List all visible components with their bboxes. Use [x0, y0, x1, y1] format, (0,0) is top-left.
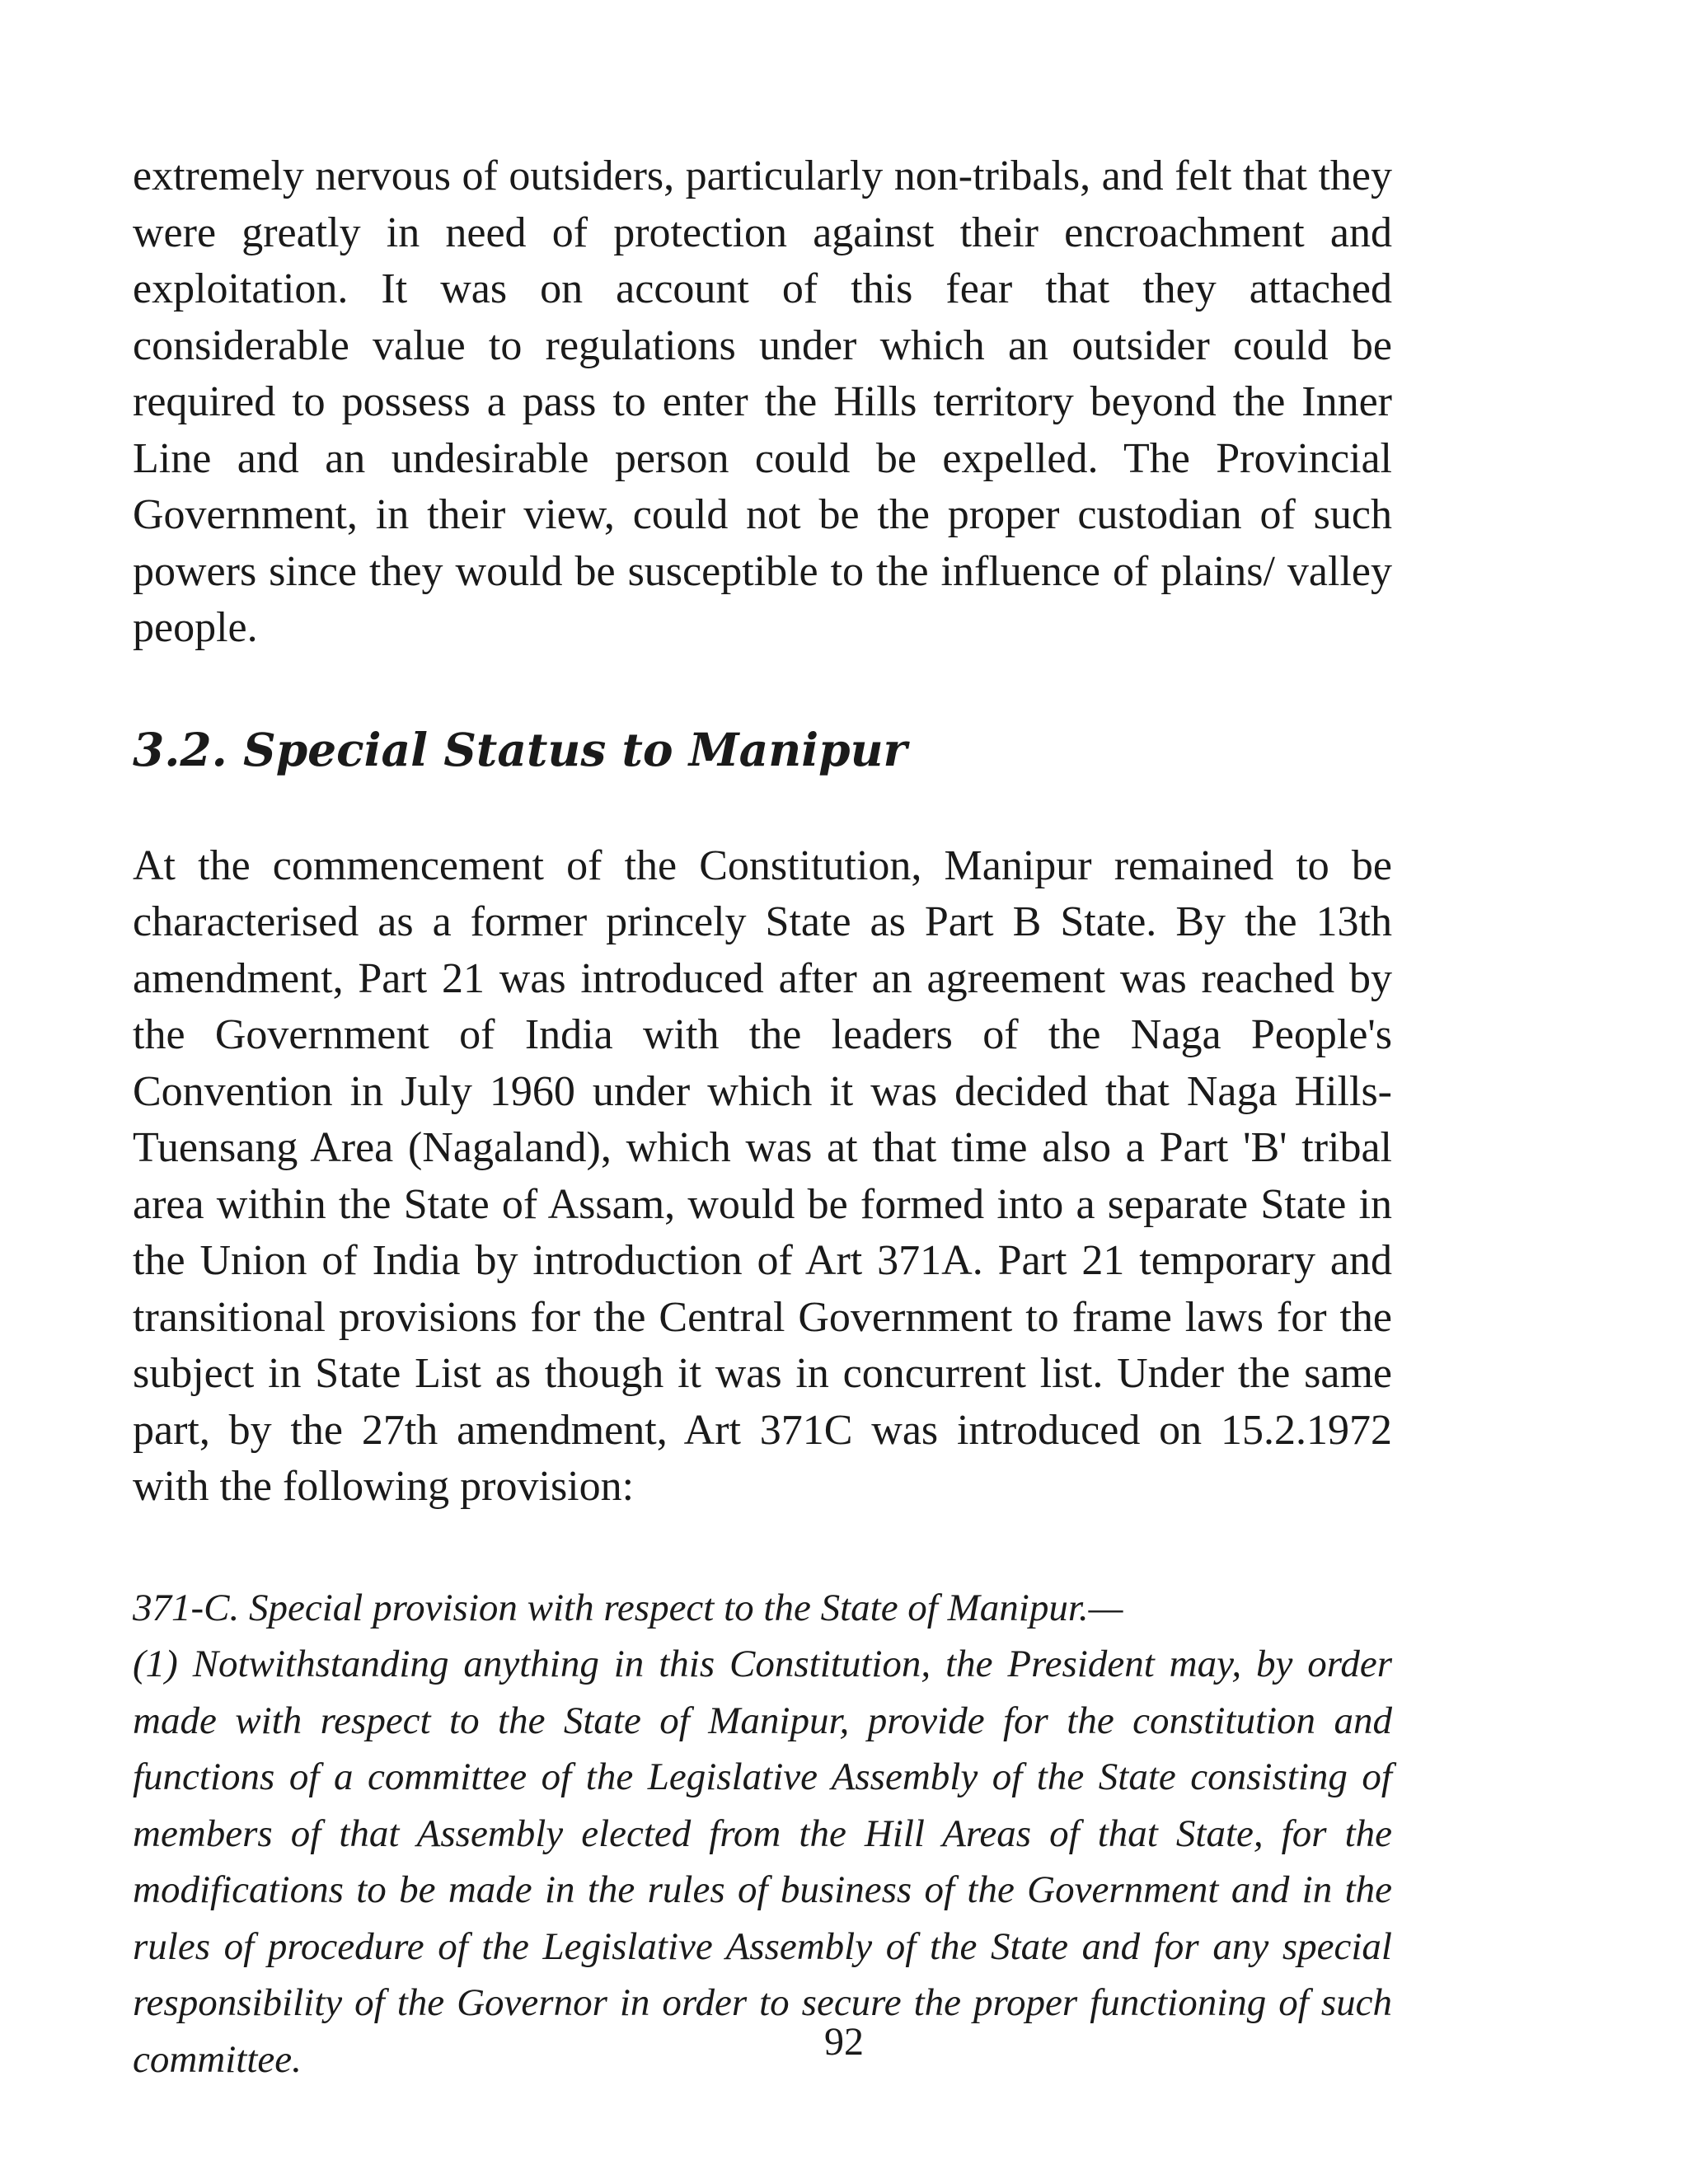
constitution-quote [133, 1580, 1392, 2088]
body-paragraph: extremely nervous of outsiders, particularly non-tribals, and felt that they were greatly in need of protection against their encroachment and exploitation. It was on account of this fear that they attached considerable value to regulations under which an outsider could be required to possess a pass to enter the Hills territory beyond the Inner Line and an undesirable person could be expelled. The Provincial Government, in their view, could not be the proper custodian of such powers since they would be susceptible to the influence of plains/ valley people. [133, 152, 1392, 651]
section-heading: 3.2. Special Status to Manipur [133, 722, 907, 776]
quote-body: (1) Notwithstanding anything in this Constitution, the President may, by order made with respect to the State of Manipur, provide for the constitution and functions of a committee of the Legislative Assembly of the State consisting of members of that Assembly elected from the Hill Areas of that State, for the modifications to be made in the rules of business of the Government and in the rules of procedure of the Legislative Assembly of the State and for any special responsibility of the Governor in order to secure the proper functioning of such committee. [133, 1643, 1392, 2081]
body-paragraph: At the commencement of the Constitution, Manipur remained to be characterised as a former princely State as Part B State. By the 13th amendment, Part 21 was introduced after an agreement was reached by the Government of India with the leaders of the Naga People's Convention in July 1960 under which it was decided that Naga Hills-Tuensang Area (Nagaland), which was at that time also a Part 'B' tribal area within the State of Assam, would be formed into a separate State in the Union of India by introduction of Art 371A. Part 21 temporary and transitional provisions for the Central Government to frame laws for the subject in State List as though it was in concurrent list. Under the same part, by the 27th amendment, Art 371C was introduced on 15.2.1972 with the following provision: [133, 841, 1392, 1510]
document-page [133, 148, 1392, 2088]
quote-title: 371-C. Special provision with respect to the State of Manipur.— [133, 1586, 1123, 1629]
page-number: 92 [824, 2020, 864, 2064]
